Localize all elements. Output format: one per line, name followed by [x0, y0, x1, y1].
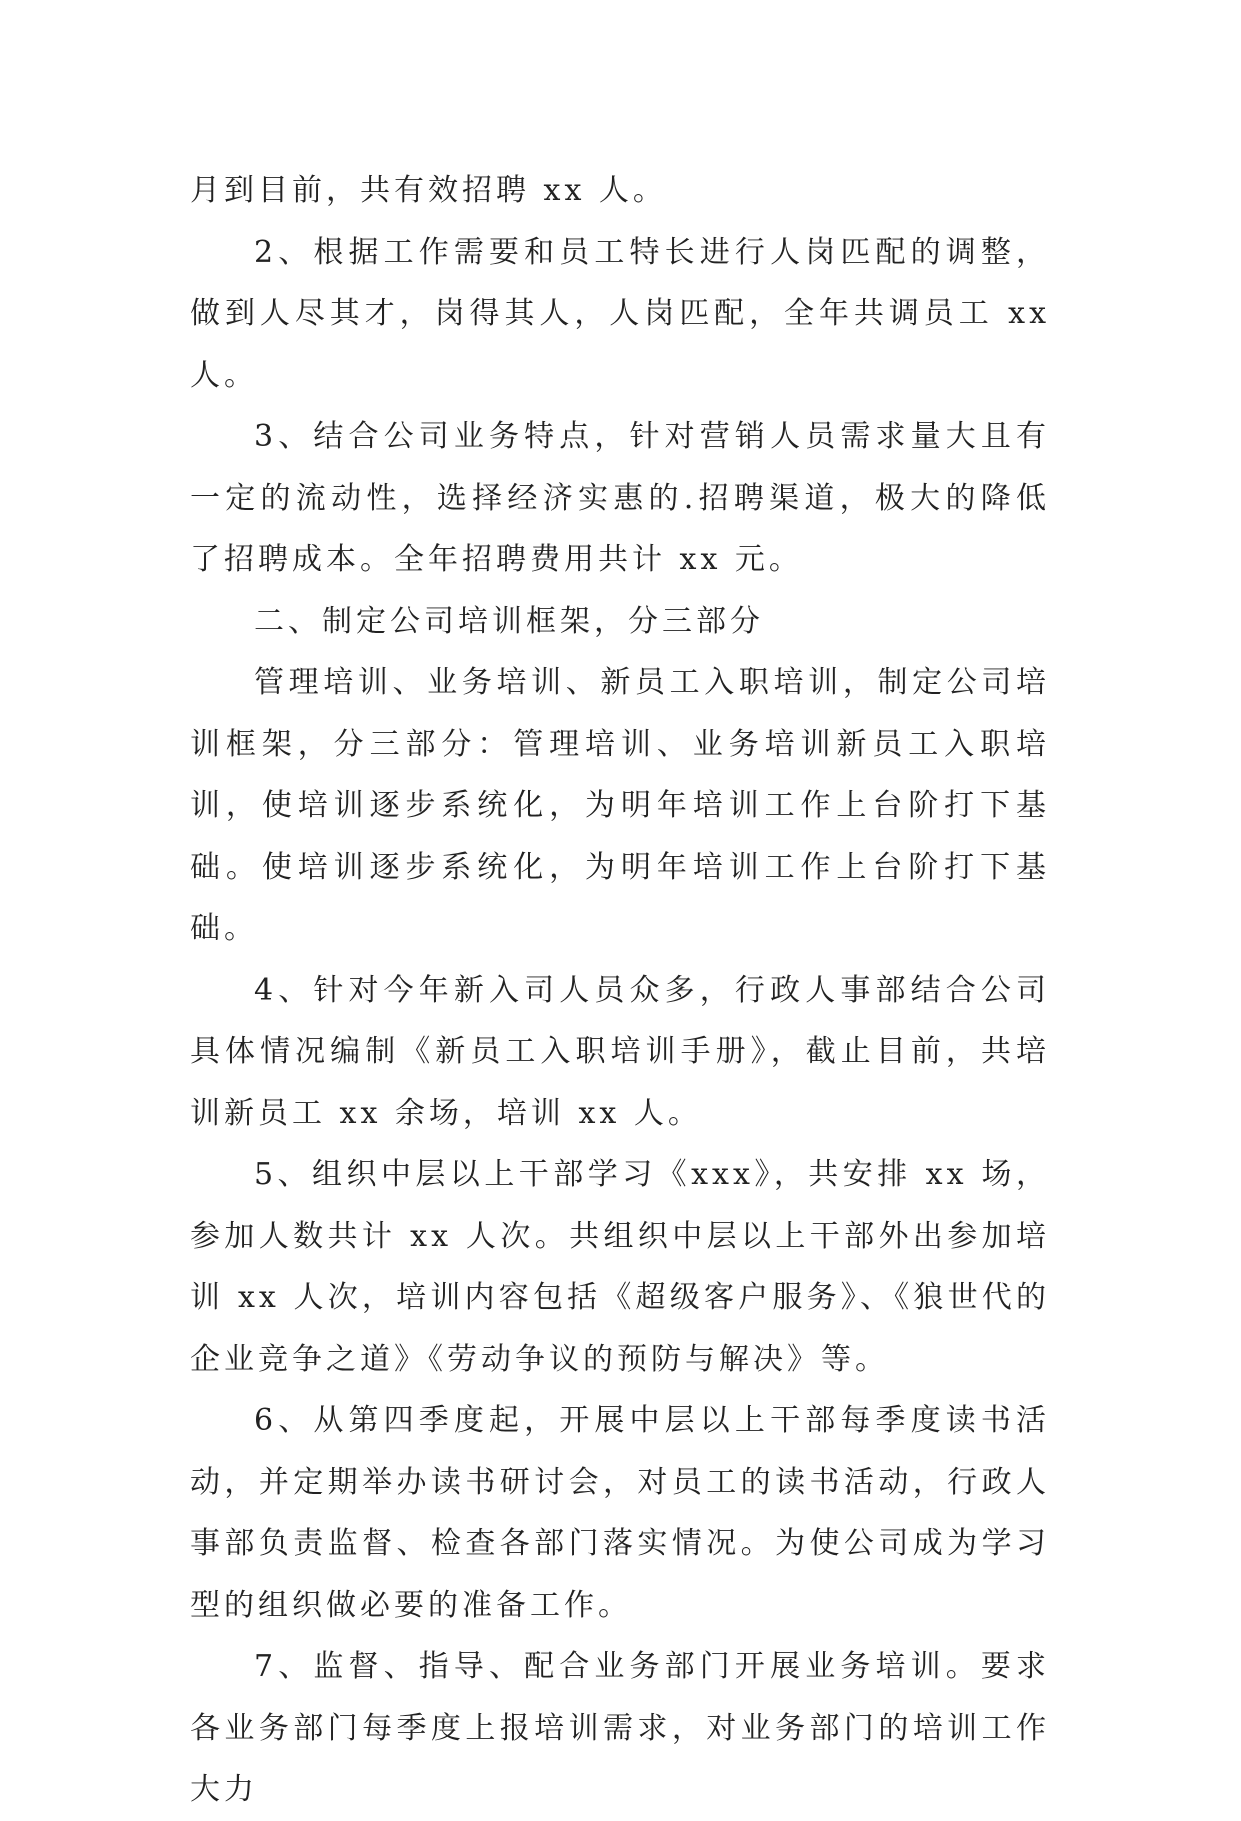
paragraph-item-5: 5、组织中层以上干部学习《xxx》，共安排 xx 场，参加人数共计 xx 人次。共组织中层以上干部外出参加培训 xx 人次，培训内容包括《超级客户服务》、《狼世代的企业竞争之道》《劳动争议的预防与解决》等。	[190, 1157, 1050, 1377]
paragraph-item-2: 2、根据工作需要和员工特长进行人岗匹配的调整，做到人尽其才，岗得其人，人岗匹配，全年共调员工 xx 人。	[190, 234, 1064, 393]
section-heading-2: 二、制定公司培训框架，分三部分	[254, 603, 764, 639]
paragraph-item-7: 7、监督、指导、配合业务部门开展业务培训。要求各业务部门每季度上报培训需求，对业务部门的培训工作大力	[190, 1649, 1050, 1807]
document-body	[190, 160, 1064, 1821]
paragraph-item-6: 6、从第四季度起，开展中层以上干部每季度读书活动，并定期举办读书研讨会，对员工的读书活动，行政人事部负责监督、检查各部门落实情况。为使公司成为学习型的组织做必要的准备工作。	[190, 1403, 1050, 1623]
paragraph-item-3: 3、结合公司业务特点，针对营销人员需求量大且有一定的流动性，选择经济实惠的.招聘渠道，极大的降低了招聘成本。全年招聘费用共计 xx 元。	[190, 419, 1050, 577]
paragraph-item-4: 4、针对今年新入司人员众多，行政人事部结合公司具体情况编制《新员工入职培训手册》，截止目前，共培训新员工 xx 余场，培训 xx 人。	[190, 972, 1050, 1131]
paragraph-continuation: 月到目前，共有效招聘 xx 人。	[190, 173, 667, 208]
paragraph-training-framework: 管理培训、业务培训、新员工入职培训，制定公司培训框架，分三部分：管理培训、业务培训新员工入职培训，使培训逐步系统化，为明年培训工作上台阶打下基础。使培训逐步系统化，为明年培训工作上台阶打下基础。	[190, 665, 1050, 946]
